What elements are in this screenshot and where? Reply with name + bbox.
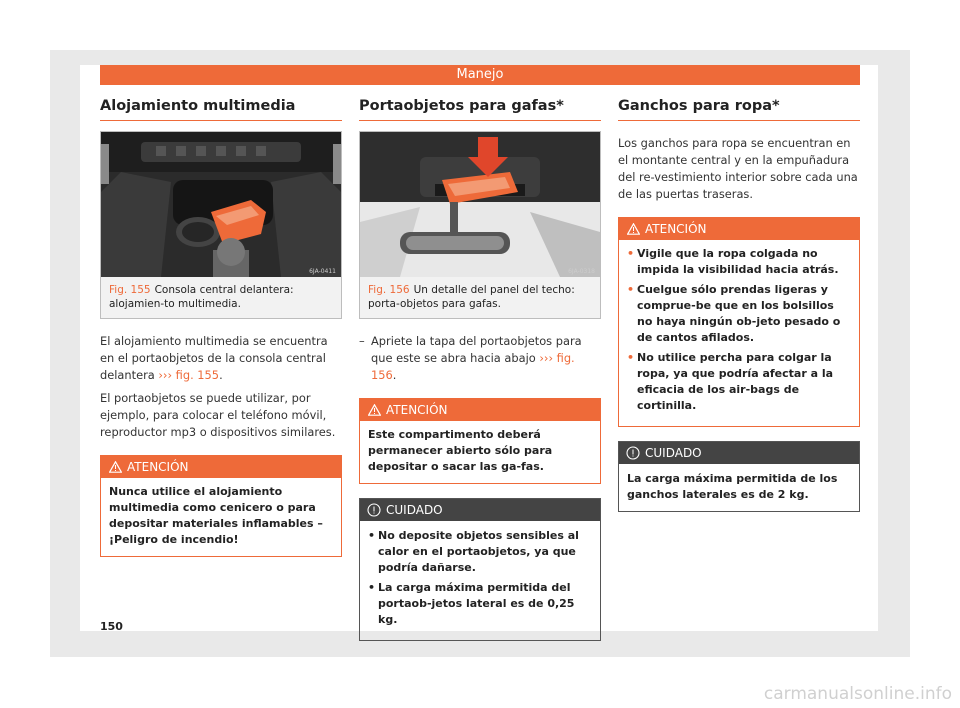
step-text: Apriete la tapa del portaobjetos para que este se abra hacia abajo: [371, 334, 582, 365]
section-title: Alojamiento multimedia: [100, 98, 342, 121]
figure-code: 6JA-0411: [309, 268, 336, 275]
caution-header: [360, 499, 600, 521]
warning-box: [618, 217, 860, 427]
list-item: [627, 246, 851, 278]
warning-text: Nunca utilice el alojamiento multimedia como cenicero o para depositar materiales inflamables – ¡Peligro de incendio!: [109, 485, 323, 546]
figure-caption: [101, 277, 341, 318]
caution-text: La carga máxima permitida de los ganchos laterales es de 2 kg.: [627, 472, 838, 501]
warning-label: ATENCIÓN: [645, 222, 707, 236]
warning-label: ATENCIÓN: [127, 460, 189, 474]
list-item: [368, 528, 592, 576]
warning-body: [619, 240, 859, 426]
roof-panel-photo: [360, 132, 600, 277]
column-hooks: [618, 98, 860, 512]
section-title: Portaobjetos para gafas*: [359, 98, 601, 121]
bullet: •: [627, 283, 635, 296]
warning-header: [101, 456, 341, 478]
info-circle-icon: [367, 503, 381, 517]
list-item: [368, 580, 592, 628]
step-dash: –: [359, 334, 365, 348]
bullet: •: [368, 529, 376, 542]
figure-link[interactable]: ››› fig. 156: [371, 351, 575, 382]
warning-triangle-icon: [627, 223, 640, 235]
list-item-text: Vigile que la ropa colgada no impida la visibilidad hacia atrás.: [637, 247, 839, 276]
column-glasses: [359, 98, 601, 641]
list-item: [627, 350, 851, 414]
figure-156: [359, 131, 601, 319]
list-item-text: No utilice percha para colgar la ropa, ya que podría afectar a la eficacia de los air-bags de cortinilla.: [637, 351, 834, 412]
warning-box: [359, 398, 601, 484]
list-item-text: La carga máxima permitida del portaob-jetos lateral es de 0,25 kg.: [378, 581, 575, 626]
roof-illustration: [360, 132, 600, 277]
warning-label: ATENCIÓN: [386, 403, 448, 417]
caution-label: CUIDADO: [645, 446, 702, 460]
figure-number: Fig. 156: [368, 284, 410, 296]
paragraph-intro: Los ganchos para ropa se encuentran en el montante central y en la empuñadura del re-vestimiento interior sobre cada una de las puertas traseras.: [618, 136, 858, 201]
chapter-header: Manejo: [100, 65, 860, 85]
punctuation: .: [219, 368, 223, 382]
paragraph-location: [100, 333, 342, 384]
figure-number: Fig. 155: [109, 284, 151, 296]
warning-text: Este compartimento deberá permanecer abierto sólo para depositar o sacar las ga-fas.: [368, 428, 553, 473]
figure-caption: [360, 277, 600, 318]
bullet: •: [627, 351, 635, 364]
list-item-text: No deposite objetos sensibles al calor en el portaobjetos, ya que podría dañarse.: [378, 529, 579, 574]
figure-155: [100, 131, 342, 319]
console-illustration: [101, 132, 341, 277]
paragraph-usage: El portaobjetos se puede utilizar, por ejemplo, para colocar el teléfono móvil, reproductor mp3 o dispositivos similares.: [100, 391, 336, 439]
caption-text: Consola central delantera: alojamien-to multimedia.: [109, 284, 294, 310]
bullet: •: [627, 247, 635, 260]
warning-header: [619, 218, 859, 240]
page-number: 150: [100, 620, 123, 633]
figure-code: 6JA-0318: [568, 268, 595, 275]
caution-body: [360, 521, 600, 640]
list-item: [627, 282, 851, 346]
warning-box: [100, 455, 342, 557]
info-circle-icon: [626, 446, 640, 460]
paragraph-text: El alojamiento multimedia se encuentra en el portaobjetos de la consola central delantera: [100, 334, 328, 382]
column-multimedia: [100, 98, 342, 557]
caution-header: [619, 442, 859, 464]
caution-box: [618, 441, 860, 512]
warning-header: [360, 399, 600, 421]
instruction-step: [359, 333, 601, 384]
caution-label: CUIDADO: [386, 503, 443, 517]
footer-watermark: carmanualsonline.info: [763, 684, 952, 704]
bullet: •: [368, 581, 376, 594]
warning-triangle-icon: [109, 461, 122, 473]
punctuation: .: [392, 368, 397, 382]
list-item-text: Cuelgue sólo prendas ligeras y comprue-be que en los bolsillos no haya ningún ob-jeto pesado o de cantos afilados.: [637, 283, 841, 344]
console-photo: [101, 132, 341, 277]
caption-text: Un detalle del panel del techo: porta-objetos para gafas.: [368, 284, 575, 310]
section-title: Ganchos para ropa*: [618, 98, 860, 121]
figure-link[interactable]: ››› fig. 155: [158, 368, 220, 382]
warning-triangle-icon: [368, 404, 381, 416]
caution-box: [359, 498, 601, 641]
